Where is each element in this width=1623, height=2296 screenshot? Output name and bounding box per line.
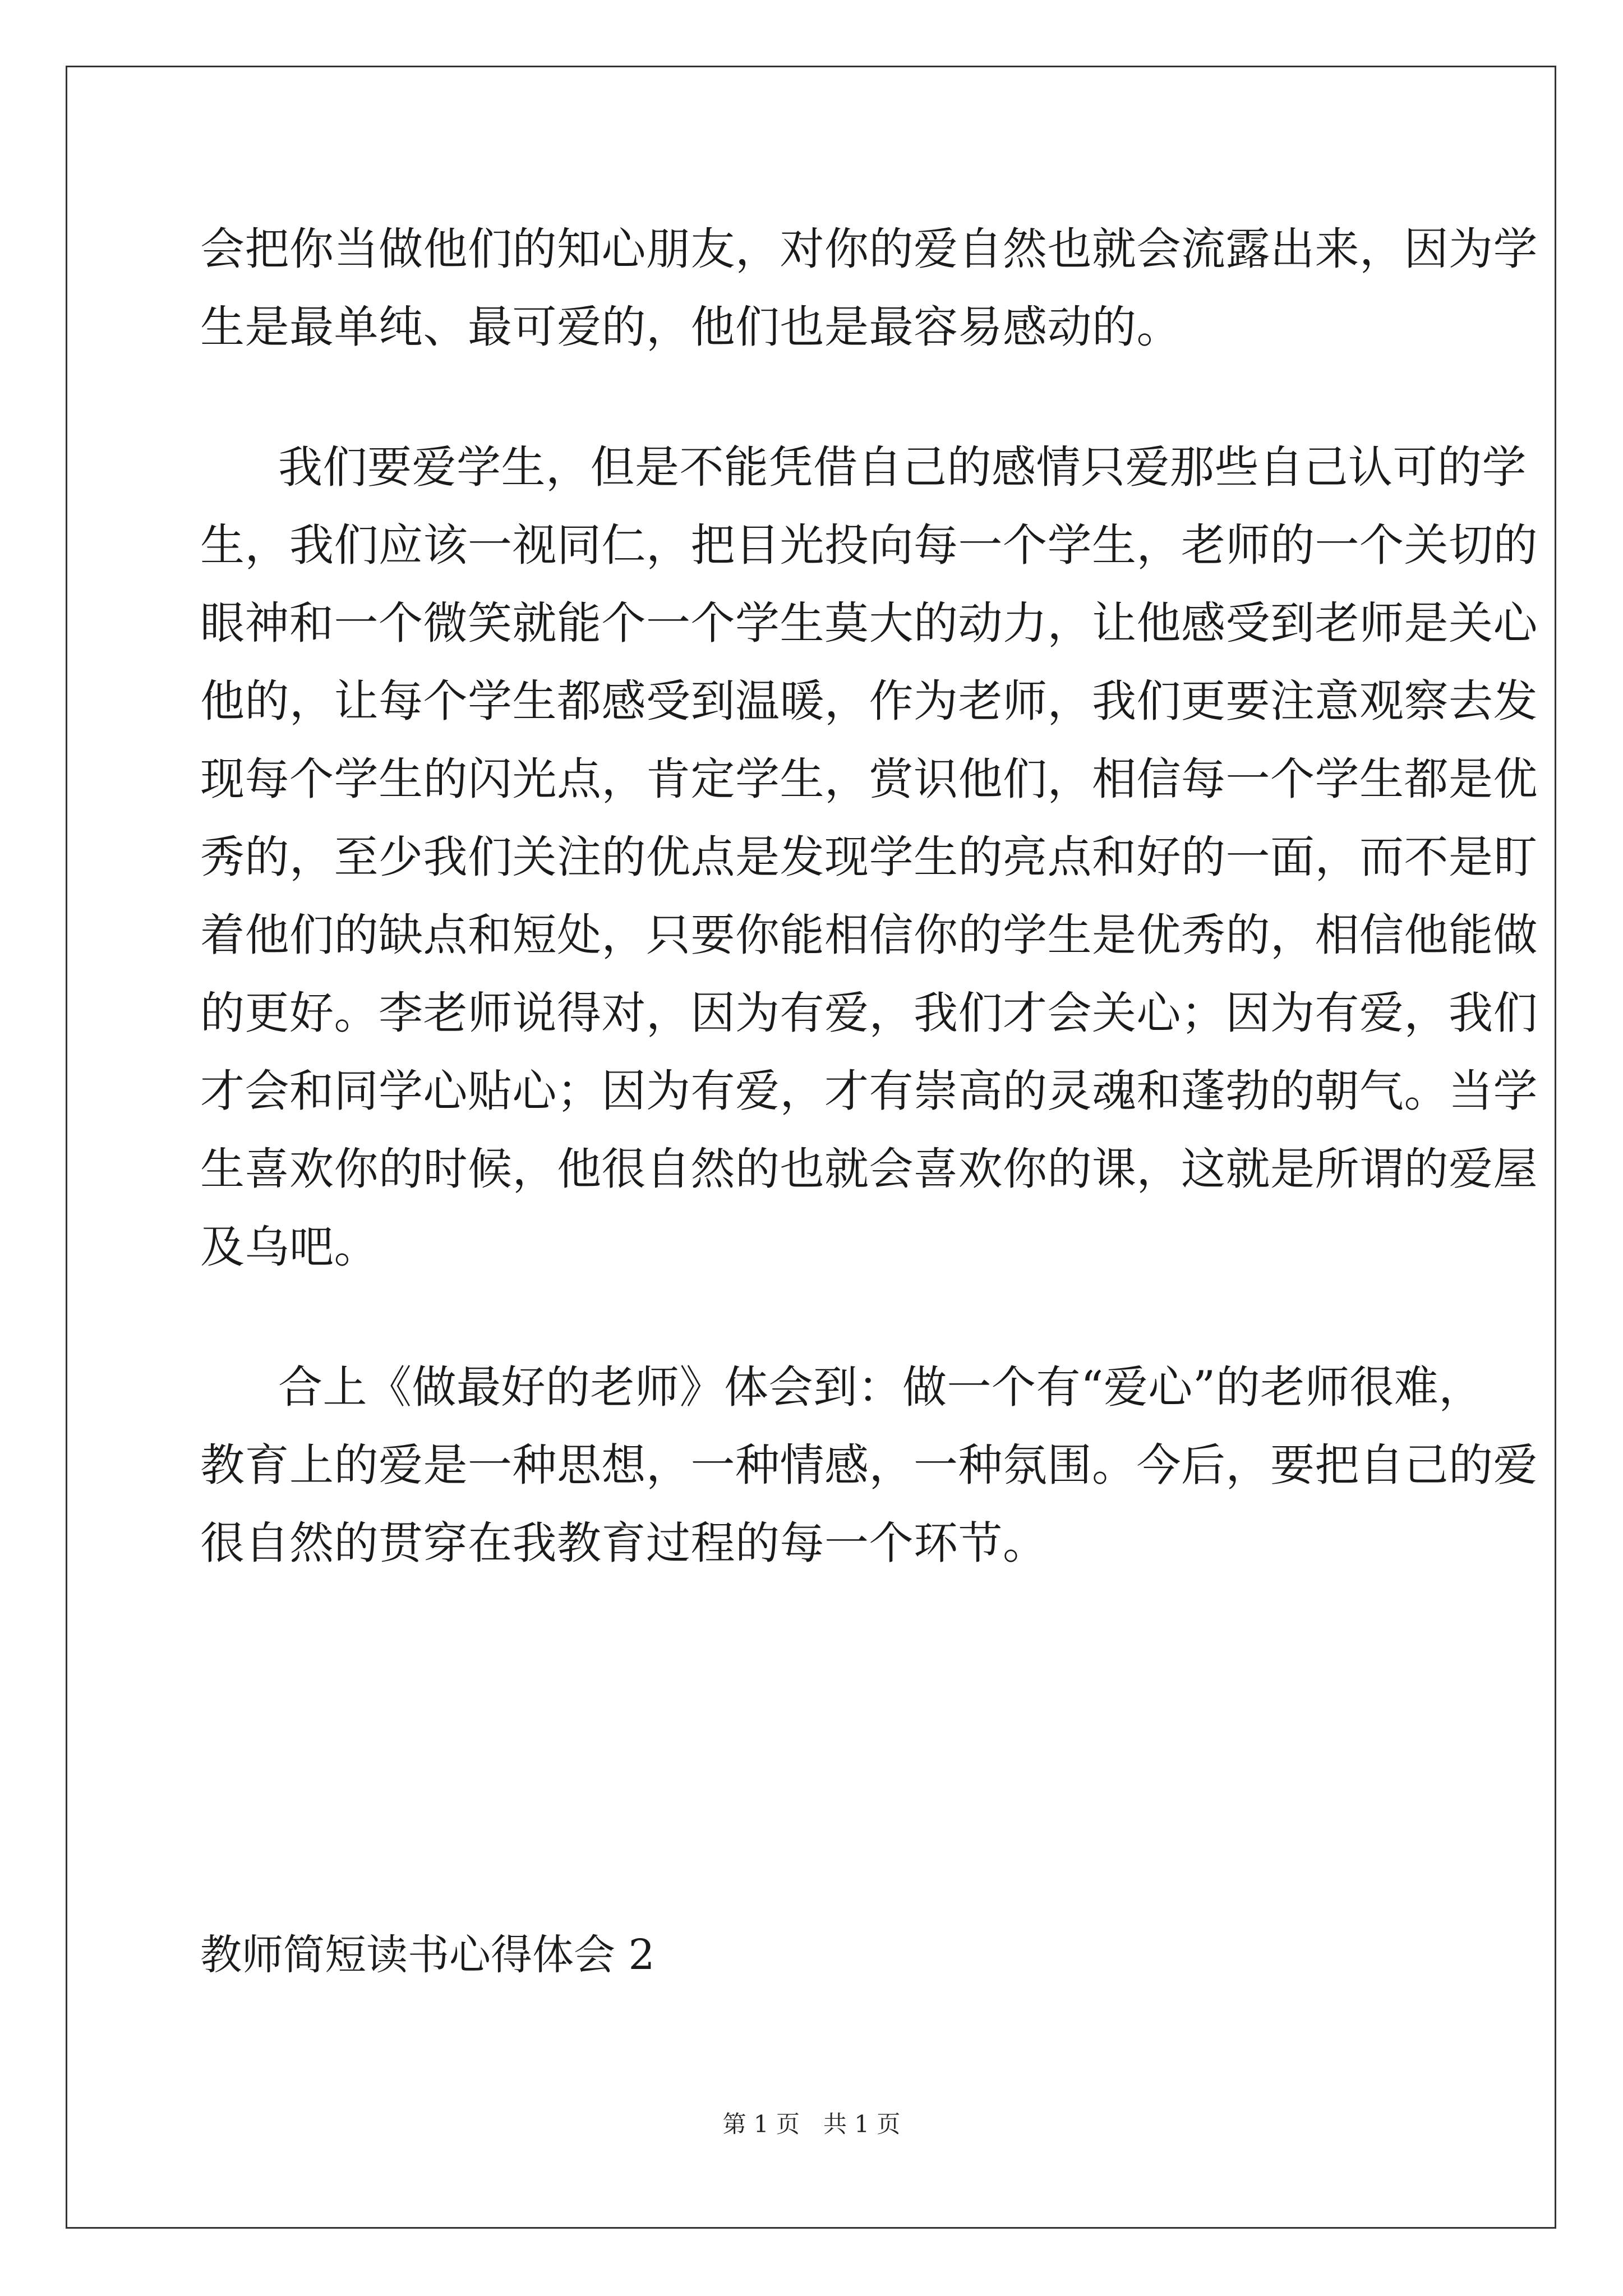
- paragraph-1-line-2: 生是最单纯、最可爱的，他们也是最容易感动的。: [200, 301, 1181, 353]
- paragraph-2-line-2: 生，我们应该一视同仁，把目光投向每一个学生，老师的一个关切的: [200, 519, 1538, 571]
- paragraph-2-line-1: 我们要爱学生，但是不能凭借自己的感情只爱那些自己认可的学: [278, 441, 1527, 493]
- paragraph-2-line-5: 现每个学生的闪光点，肯定学生，赏识他们，相信每一个学生都是优: [200, 753, 1538, 805]
- paragraph-3-line-2: 教育上的爱是一种思想，一种情感，一种氛围。今后，要把自己的爱: [200, 1439, 1538, 1491]
- paragraph-2-line-9: 才会和同学心贴心；因为有爱，才有崇高的灵魂和蓬勃的朝气。当学: [200, 1065, 1538, 1117]
- paragraph-2-line-8: 的更好。李老师说得对，因为有爱，我们才会关心；因为有爱，我们: [200, 987, 1538, 1039]
- paragraph-1-line-1: 会把你当做他们的知心朋友，对你的爱自然也就会流露出来，因为学: [200, 223, 1538, 275]
- paragraph-2-line-3: 眼神和一个微笑就能个一个学生莫大的动力，让他感受到老师是关心: [200, 597, 1538, 649]
- section-heading: 教师简短读书心得体会 2: [200, 1931, 655, 1979]
- paragraph-2-line-4: 他的，让每个学生都感受到温暖，作为老师，我们更要注意观察去发: [200, 675, 1538, 727]
- paragraph-2-line-7: 着他们的缺点和短处，只要你能相信你的学生是优秀的，相信他能做: [200, 909, 1538, 961]
- paragraph-3-line-3: 很自然的贯穿在我教育过程的每一个环节。: [200, 1517, 1048, 1569]
- paragraph-3-line-1: 合上《做最好的老师》体会到：做一个有“爱心”的老师很难，: [278, 1361, 1483, 1413]
- paragraph-2-line-6: 秀的，至少我们关注的优点是发现学生的亮点和好的一面，而不是盯: [200, 831, 1538, 883]
- paragraph-2-line-11: 及乌吧。: [200, 1221, 379, 1273]
- page-number-footer: 第 1 页 共 1 页: [722, 2110, 901, 2138]
- paragraph-2-line-10: 生喜欢你的时候，他很自然的也就会喜欢你的课，这就是所谓的爱屋: [200, 1143, 1538, 1195]
